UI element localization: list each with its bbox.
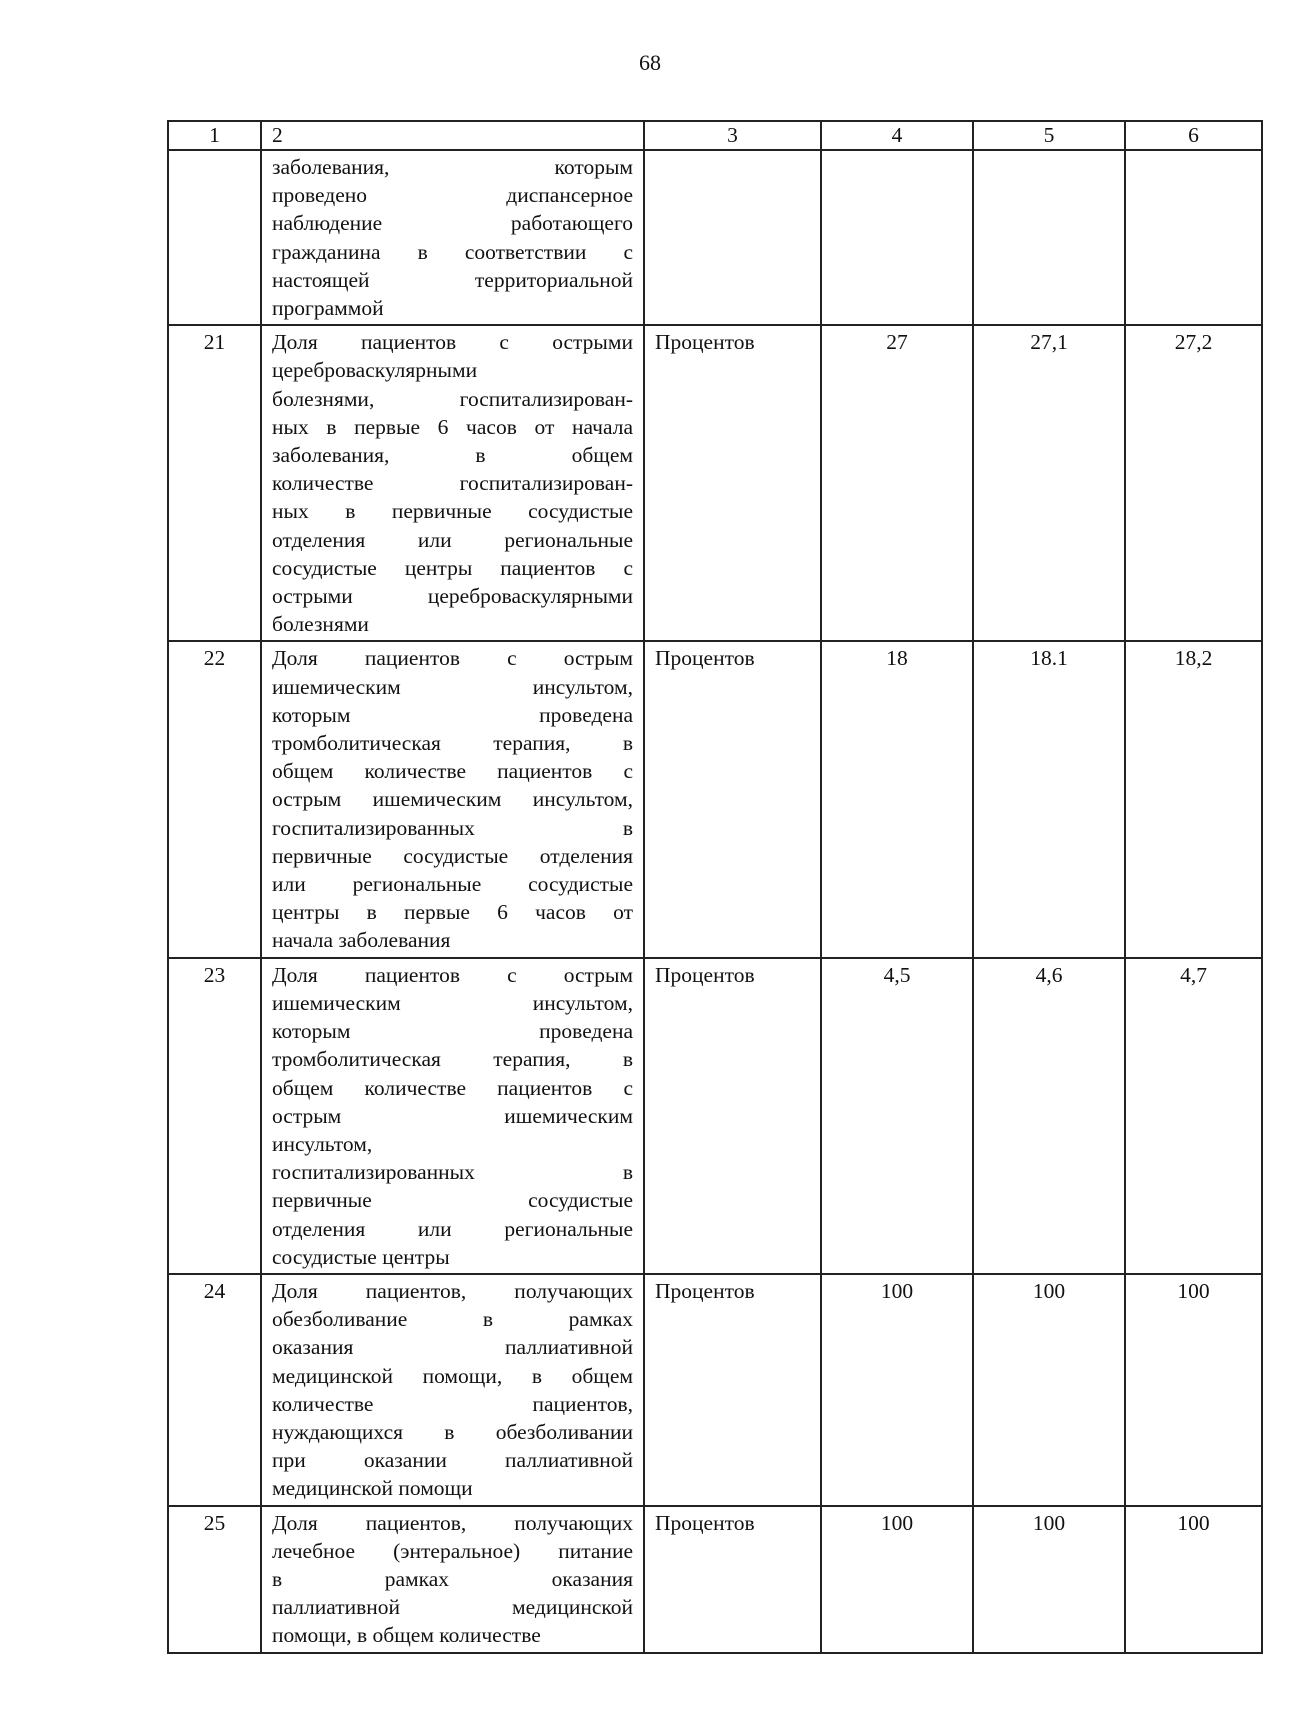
value-cell-col4: 4,5 bbox=[821, 958, 973, 1274]
description-line: программой bbox=[272, 296, 384, 321]
row-number-cell: 25 bbox=[168, 1506, 261, 1653]
description-line: тромболитическая терапия, в bbox=[272, 731, 633, 756]
value-cell-col5: 100 bbox=[973, 1506, 1125, 1653]
description-line: обезболивание в рамках bbox=[272, 1307, 633, 1332]
description-line: ишемическим инсультом, bbox=[272, 674, 633, 699]
description-line: отделения или региональные bbox=[272, 527, 633, 552]
description-line: Доля пациентов, получающих bbox=[272, 1278, 633, 1303]
value-cell-col5: 27,1 bbox=[973, 325, 1125, 641]
description-line: наблюдение работающего bbox=[272, 211, 633, 236]
description-line: острым ишемическим инсультом, bbox=[272, 787, 633, 812]
description-line: ных в первичные сосудистые bbox=[272, 499, 633, 524]
indicator-description-cell bbox=[261, 958, 644, 1274]
table-row bbox=[168, 1274, 1262, 1506]
value-cell-col4 bbox=[821, 150, 973, 325]
description-line: в рамках оказания bbox=[272, 1566, 633, 1591]
description-line: общем количестве пациентов с bbox=[272, 759, 633, 784]
description-line: лечебное (энтеральное) питание bbox=[272, 1538, 633, 1563]
description-line: которым проведена bbox=[272, 702, 633, 727]
indicator-description-cell bbox=[261, 1274, 644, 1506]
column-header: 2 bbox=[261, 121, 644, 150]
unit-cell: Процентов bbox=[644, 641, 821, 957]
description-line: острым ишемическим bbox=[272, 1103, 633, 1128]
page-number: 68 bbox=[639, 50, 661, 75]
unit-cell: Процентов bbox=[644, 1274, 821, 1506]
description-line: начала заболевания bbox=[272, 928, 451, 953]
table-header-row bbox=[168, 121, 1262, 150]
description-line: отделения или региональные bbox=[272, 1216, 633, 1241]
description-line: ишемическим инсультом, bbox=[272, 990, 633, 1015]
description-line: общем количестве пациентов с bbox=[272, 1075, 633, 1100]
description-line: Доля пациентов с острым bbox=[272, 962, 633, 987]
value-cell-col6: 27,2 bbox=[1125, 325, 1262, 641]
value-cell-col4: 100 bbox=[821, 1506, 973, 1653]
indicator-description-cell bbox=[261, 325, 644, 641]
description-line: при оказании паллиативной bbox=[272, 1448, 633, 1473]
description-line: гражданина в соответствии с bbox=[272, 239, 633, 264]
value-cell-col6: 4,7 bbox=[1125, 958, 1262, 1274]
value-cell-col5: 4,6 bbox=[973, 958, 1125, 1274]
description-line: медицинской помощи bbox=[272, 1476, 473, 1501]
unit-cell bbox=[644, 150, 821, 325]
description-line: сосудистые центры bbox=[272, 1244, 450, 1269]
description-line: болезнями, госпитализирован- bbox=[272, 386, 633, 411]
description-line: медицинской помощи, в общем bbox=[272, 1363, 633, 1388]
value-cell-col6 bbox=[1125, 150, 1262, 325]
description-line: острыми цереброваскулярными bbox=[272, 584, 633, 609]
value-cell-col4: 18 bbox=[821, 641, 973, 957]
description-line: Доля пациентов с острым bbox=[272, 646, 633, 671]
column-header: 6 bbox=[1125, 121, 1262, 150]
unit-cell: Процентов bbox=[644, 1506, 821, 1653]
column-header: 5 bbox=[973, 121, 1125, 150]
row-number-cell: 23 bbox=[168, 958, 261, 1274]
description-line: оказания паллиативной bbox=[272, 1335, 633, 1360]
description-line: Доля пациентов, получающих bbox=[272, 1510, 633, 1535]
row-number-cell bbox=[168, 150, 261, 325]
indicator-description-cell bbox=[261, 1506, 644, 1653]
description-line: заболевания, в общем bbox=[272, 443, 633, 468]
description-line: центры в первые 6 часов от bbox=[272, 900, 633, 925]
value-cell-col5: 100 bbox=[973, 1274, 1125, 1506]
table-row bbox=[168, 641, 1262, 957]
description-line: количестве пациентов, bbox=[272, 1391, 633, 1416]
table-row bbox=[168, 150, 1262, 325]
indicator-description-cell bbox=[261, 150, 644, 325]
row-number-cell: 21 bbox=[168, 325, 261, 641]
unit-cell: Процентов bbox=[644, 958, 821, 1274]
description-line: тромболитическая терапия, в bbox=[272, 1047, 633, 1072]
indicator-table bbox=[167, 120, 1263, 1654]
value-cell-col4: 100 bbox=[821, 1274, 973, 1506]
description-line: болезнями bbox=[272, 612, 369, 637]
table-row bbox=[168, 958, 1262, 1274]
description-line: количестве госпитализирован- bbox=[272, 471, 633, 496]
description-line: заболевания, которым bbox=[272, 155, 633, 179]
column-header: 3 bbox=[644, 121, 821, 150]
unit-cell: Процентов bbox=[644, 325, 821, 641]
value-cell-col6: 100 bbox=[1125, 1274, 1262, 1506]
column-header: 4 bbox=[821, 121, 973, 150]
description-line: сосудистые центры пациентов с bbox=[272, 555, 633, 580]
value-cell-col6: 100 bbox=[1125, 1506, 1262, 1653]
value-cell-col5 bbox=[973, 150, 1125, 325]
description-line: проведено диспансерное bbox=[272, 183, 633, 208]
value-cell-col6: 18,2 bbox=[1125, 641, 1262, 957]
column-header: 1 bbox=[168, 121, 261, 150]
description-line: инсультом, bbox=[272, 1131, 373, 1156]
description-line: госпитализированных в bbox=[272, 815, 633, 840]
table-row bbox=[168, 325, 1262, 641]
description-line: цереброваскулярными bbox=[272, 358, 478, 383]
value-cell-col5: 18.1 bbox=[973, 641, 1125, 957]
value-cell-col4: 27 bbox=[821, 325, 973, 641]
description-line: настоящей территориальной bbox=[272, 267, 633, 292]
description-line: или региональные сосудистые bbox=[272, 872, 633, 897]
description-line: помощи, в общем количестве bbox=[272, 1623, 541, 1648]
description-line: первичные сосудистые отделения bbox=[272, 843, 633, 868]
description-line: Доля пациентов с острыми bbox=[272, 330, 633, 355]
description-line: госпитализированных в bbox=[272, 1160, 633, 1185]
description-line: первичные сосудистые bbox=[272, 1188, 633, 1213]
description-line: ных в первые 6 часов от начала bbox=[272, 414, 633, 439]
row-number-cell: 24 bbox=[168, 1274, 261, 1506]
description-line: паллиативной медицинской bbox=[272, 1595, 633, 1620]
description-line: нуждающихся в обезболивании bbox=[272, 1419, 633, 1444]
description-line: которым проведена bbox=[272, 1019, 633, 1044]
row-number-cell: 22 bbox=[168, 641, 261, 957]
table-row bbox=[168, 1506, 1262, 1653]
indicator-description-cell bbox=[261, 641, 644, 957]
